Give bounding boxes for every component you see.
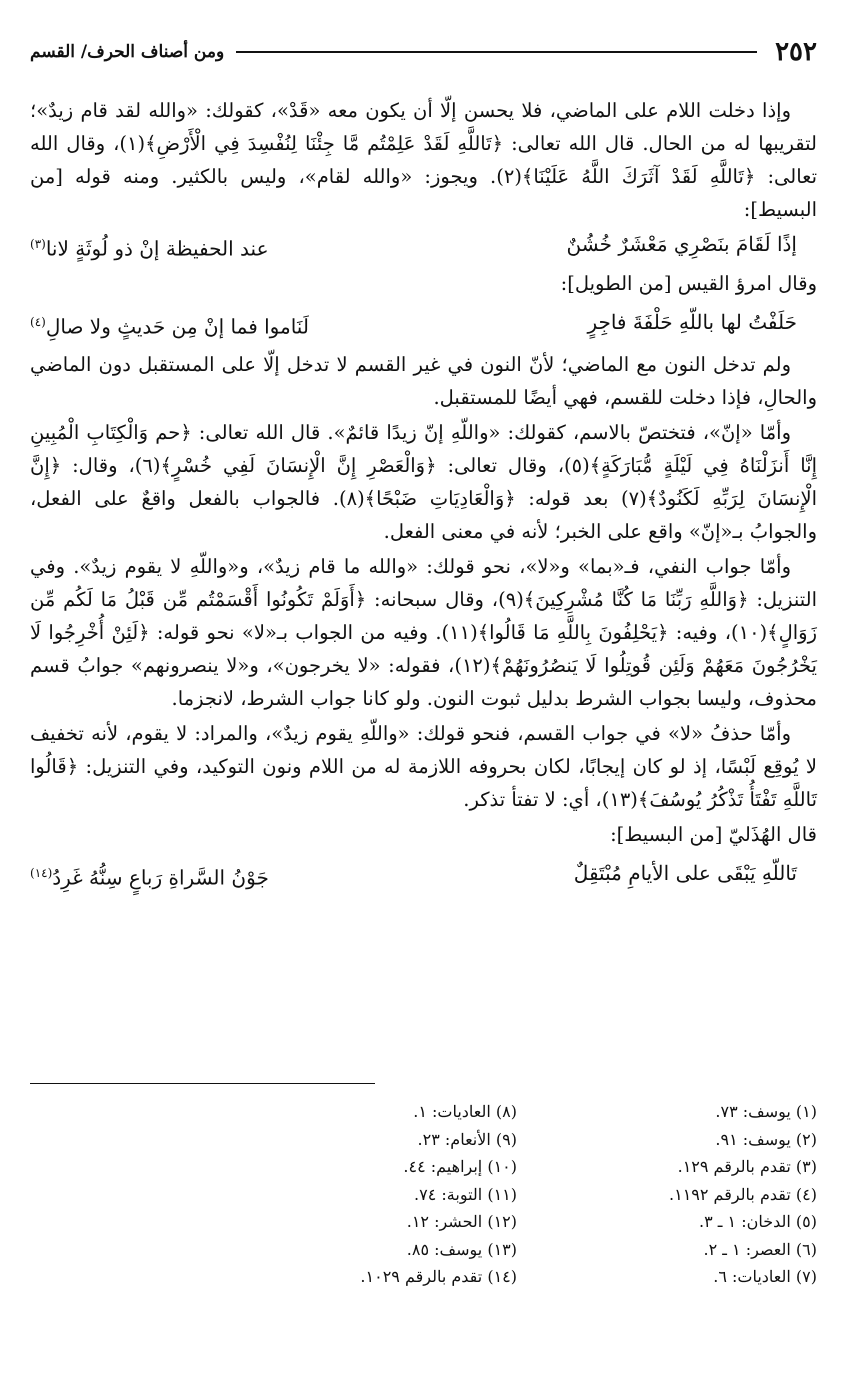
header-rule: [236, 51, 757, 53]
verse-first-hemistich: إذًا لَقَامَ بنَصْرِي مَعْشَرٌ خُشُنٌ: [566, 232, 797, 256]
verse-first-hemistich: تَاللّهِ يَبْقَى على الأيامِ مُبْتَقِلٌ: [573, 861, 797, 886]
footnote-ref: (٤): [30, 314, 46, 329]
verse-second-hemistich: لَنَاموا فما إنْ مِن حَديثٍ ولا صالِ$^{(٤)}$: [30, 314, 309, 339]
footnote-item: (٩) الأنعام: ٢٣.: [417, 1129, 517, 1149]
footnote-item: (٦) العصر: ١ ـ ٢.: [703, 1239, 817, 1259]
page-body: [30, 94, 817, 900]
footnote-item: (١٢) الحشر: ١٢.: [406, 1212, 517, 1231]
footnote-ref: (٣): [30, 237, 46, 251]
footnote-item: (٨) العاديات: ١.: [413, 1102, 517, 1121]
footnotes: [217, 1098, 817, 1291]
footnote-item: (٤) تقدم بالرقم ١١٩٢.: [669, 1184, 817, 1204]
footnote-item: (١٣) يوسف: ٨٥.: [406, 1239, 517, 1259]
footnotes-left-column: [217, 1098, 517, 1291]
verse-first-hemistich: حَلَفْتُ لها باللّهِ حَلْفَةَ فاجِرٍ: [587, 309, 797, 334]
footnote-item: (١١) التوبة: ٧٤.: [414, 1184, 517, 1204]
verse-second-hemistich: جَوْنُ السَّراةِ رَباعٍ سِنُّهُ غَرِدُ$^{(١٤)}$: [30, 865, 269, 890]
paragraph-omission: وأمّا حذفُ «لا» في جواب القسم، فنحو قولك: «واللّهِ يقوم زيدٌ»، والمراد: لا يقوم، لأنه تخفيف لا يُوقِع لَبْسًا، إذ لو كان إيجابًا، لكان بحروفه اللازمة له من اللام ونون التوكيد، وفي التنزيل: ﴿قَالُوا تَاللَّهِ تَفْتَأُ تَذْكُرُ يُوسُفَ﴾(١٣)، أي: لا تفتأ تذكر.: [30, 722, 817, 812]
page-number: ٢٥٢: [775, 37, 817, 67]
footnote-item: (٧) العاديات: ٦.: [713, 1267, 817, 1286]
footnote-item: (١٠) إبراهيم: ٤٤.: [403, 1157, 517, 1176]
footnote-item: (٣) تقدم بالرقم ١٢٩.: [677, 1157, 817, 1176]
verse-line: [30, 300, 817, 349]
footnote-ref: (١٤): [30, 866, 53, 881]
paragraph-inna: وأمّا «إنّ»، فتختصّ بالاسم، كقولك: «واللّهِ إنّ زيدًا قائمٌ». قال الله تعالى: ﴿حم وَالْكِتَابِ الْمُبِينِ إِنَّا أَنزَلْنَاهُ فِي لَيْلَةٍ مُّبَارَكَةٍ﴾(٥)، وقال تعالى: ﴿وَالْعَصْرِ إِنَّ الْإِنسَانَ لَفِي خُسْرٍ﴾(٦)، وقال: ﴿إِنَّ الْإِنسَانَ لِرَبِّهِ لَكَنُودٌ﴾(٧) بعد قوله: ﴿وَالْعَادِيَاتِ ضَبْحًا﴾(٨). فالجواب بالفعل واقعٌ على الفعل، والجوابُ بـ«إنّ» واقع على الخبر؛ لأنه في معنى الفعل.: [30, 421, 817, 544]
paragraph-negation: وأمّا جواب النفي، فـ«بما» و«لا»، نحو قولك: «والله ما قام زيدٌ»، و«واللّهِ لا يقوم زيدٌ». وفي التنزيل: ﴿وَاللَّهِ رَبِّنَا مَا كُنَّا مُشْرِكِينَ﴾(٩)، وقال سبحانه: ﴿أَوَلَمْ تَكُونُوا أَقْسَمْتُم مِّن قَبْلُ مَا لَكُم مِّن زَوَالٍ﴾(١٠)، وفيه: ﴿يَحْلِفُونَ بِاللَّهِ مَا قَالُوا﴾(١١). وفيه من الجواب بـ«لا» نحو قوله: ﴿لَئِنْ أُخْرِجُوا لَا يَخْرُجُونَ مَعَهُمْ وَلَئِن قُوتِلُوا لَا يَنصُرُونَهُمْ﴾(١٢)، فقوله: «لا يخرجون»، و«لا ينصرونهم» جوابُ قسم محذوف، وليسا بجواب الشرط بدليل ثبوت النون. ولو كانا جواب الشرط، لانجزما.: [30, 555, 818, 711]
footnotes-right-column: [517, 1098, 817, 1291]
footnote-item: (١) يوسف: ٧٣.: [715, 1102, 817, 1121]
footnote-item: (٢) يوسف: ٩١.: [715, 1129, 817, 1149]
verse-line: [30, 226, 817, 267]
footnote-item: (١٤) تقدم بالرقم ١٠٢٩.: [360, 1267, 517, 1286]
footnote-separator: [30, 1083, 375, 1084]
verse-line: [30, 851, 817, 900]
running-title: ومن أصناف الحرف/ القسم: [30, 42, 225, 62]
verse-intro: قال الهُذَليّ [من البسيط]:: [610, 823, 817, 847]
verse-intro: وقال امرؤ القيس [من الطويل]:: [560, 271, 817, 295]
page-header: [30, 32, 817, 72]
paragraph-nun: ولم تدخل النون مع الماضي؛ لأنّ النون في غير القسم لا تدخل إلّا على المستقبل دون الماضي والحالِ، فإذا دخلت للقسم، فهي أيضًا للمستقبل.: [30, 353, 817, 410]
verse-second-hemistich: عند الحفيظة إنْ ذو لُوثَةٍ لانا$^{(٣)}$: [30, 236, 269, 261]
footnote-item: (٥) الدخان: ١ ـ ٣.: [698, 1212, 817, 1231]
paragraph-lam-past: وإذا دخلت اللام على الماضي، فلا يحسن إلّا أن يكون معه «قَدْ»، كقولك: «والله لقد قام زيدٌ»؛ لتقريبها له من الحال. قال الله تعالى: ﴿تَاللَّهِ لَقَدْ عَلِمْتُم مَّا جِئْنَا لِنُفْسِدَ فِي الْأَرْضِ﴾(١)، وقال الله تعالى: ﴿تَاللَّهِ لَقَدْ آثَرَكَ اللَّهُ عَلَيْنَا﴾(٢). ويجوز: «والله لقام»، وليس بالكثير. ومنه قوله [من البسيط]:: [30, 99, 818, 221]
